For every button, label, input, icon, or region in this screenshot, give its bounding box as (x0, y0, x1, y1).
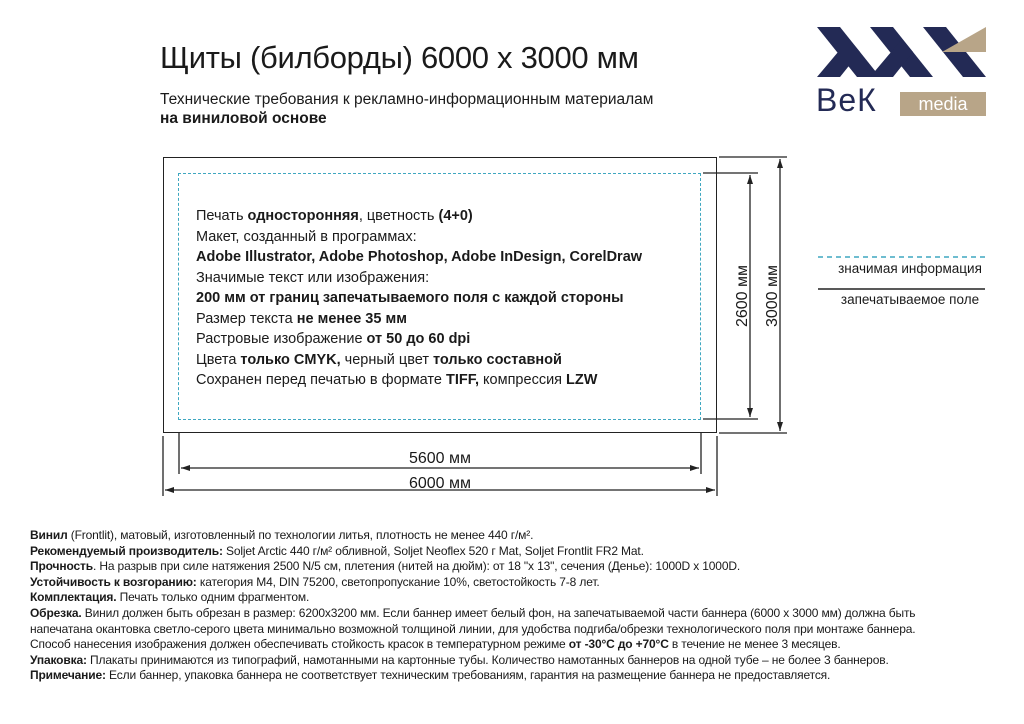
page-title: Щиты (билборды) 6000 х 3000 мм (160, 40, 639, 75)
label-inner-height: 2600 мм (734, 264, 751, 328)
spec-line-text: LZW (566, 372, 598, 388)
subtitle-bold: на виниловой основе (160, 110, 327, 127)
note-line-text: Способ нанесения изображения должен обеспечивать стойкость красок в температурном режиме (30, 637, 569, 652)
note-line (30, 606, 1005, 622)
spec-line-text: (4+0) (438, 208, 473, 224)
spec-line-text: Значимые текст или изображения: (196, 269, 430, 286)
note-line-text: Винил (30, 528, 68, 542)
spec-line-text: Макет, созданный в программах: (196, 228, 417, 245)
spec-line-text: 200 мм от границ запечатываемого поля с каждой стороны (196, 290, 624, 306)
note-line-text: (Frontlit), матовый, изготовленный по технологии литья, плотность не менее 440 г/м². (67, 528, 534, 542)
note-line-text: Печать только одним фрагментом. (116, 590, 310, 605)
note-line-text: категория М4, DIN 75200, светопропускание 10%, светостойкость 7-8 лет. (196, 574, 600, 589)
note-line-text: Плакаты принимаются из типографий, намотанными на картонные тубы. Количество намотанных баннеров на одной тубе – не более 3 баннеров. (86, 652, 889, 667)
note-line-text: Рекомендуемый производитель: (30, 543, 223, 558)
legend-print-label: запечатываемое поле (840, 292, 980, 307)
note-line (30, 559, 1005, 575)
note-line-text: . На разрыв при силе натяжения 2500 N/5 см, плетения (нитей на дюйм): от 18 "х 13", сечения (Денье): 1000D х 1000D. (92, 559, 741, 574)
note-line-text: Обрезка. (30, 605, 82, 620)
note-line-text: напечатана окантовка светло-серого цвета минимально возможной толщиной линии, для удобства подгиба/обрезки технологического поля при монтаже баннера. (30, 621, 916, 636)
spec-line-text: черный цвет (340, 351, 434, 368)
spec-line-text: от 50 до 60 dpi (366, 331, 471, 347)
note-line-text: Комплектация. (30, 590, 117, 605)
label-outer-width: 6000 мм (408, 475, 472, 492)
note-line (30, 622, 1005, 638)
spec-line-text: компрессия (479, 372, 567, 388)
note-line (30, 637, 1005, 653)
spec-line-text: односторонняя (247, 208, 359, 224)
brand-tag: media (900, 92, 986, 116)
subtitle: Технические требования к рекламно-информационным материалам (160, 91, 654, 108)
note-line (30, 590, 1005, 606)
spec-line-text: TIFF, (445, 372, 480, 388)
spec-line-text: Adobe Illustrator, Adobe Photoshop, Adobe InDesign, CorelDraw (196, 249, 643, 265)
note-line (30, 544, 1005, 560)
note-line (30, 668, 1005, 684)
note-line-text: от -30°С до +70°С (568, 637, 669, 652)
spec-line-text: Сохранен перед печатью в формате (196, 372, 446, 388)
spec-line-text: Печать (196, 208, 248, 224)
legend-safe-label: значимая информация (838, 261, 982, 276)
note-line-text: Soljet Arctic 440 г/м² обливной, Soljet Neoflex 520 г Mat, Soljet Frontlit FR2 Mat. (222, 543, 644, 558)
note-line (30, 575, 1005, 591)
spec-line-text: не менее 35 мм (296, 310, 407, 327)
note-line-text: Примечание: (30, 668, 106, 683)
note-line-text: Если баннер, упаковка баннера не соответствует техническим требованиям, гарантия на размещение баннера не предоставляется. (105, 668, 831, 683)
spec-line-text: Размер текста (196, 310, 297, 327)
spec-line-text: Цвета (196, 351, 241, 368)
note-line-text: Устойчивость к возгоранию: (30, 574, 197, 589)
spec-line-text: Растровые изображение (196, 331, 367, 347)
note-line-text: Винил должен быть обрезан в размер: 6200х3200 мм. Если баннер имеет белый фон, на запечатываемой части баннера (6000 х 3000 мм) должна быть (81, 605, 916, 620)
requirements-notes (30, 528, 1005, 684)
note-line (30, 528, 1005, 544)
label-inner-width: 5600 мм (408, 450, 472, 467)
label-outer-height: 3000 мм (764, 264, 781, 328)
note-line-text: Упаковка: (30, 652, 87, 667)
spec-line-text: только CMYK, (240, 351, 341, 368)
spec-line-text: , цветность (358, 208, 439, 224)
brand-name: ВеК (816, 82, 877, 118)
spec-line-text: только составной (433, 351, 562, 368)
note-line-text: в течение не менее 3 месяцев. (668, 637, 841, 652)
note-line (30, 653, 1005, 669)
note-line-text: Прочность (30, 559, 93, 574)
